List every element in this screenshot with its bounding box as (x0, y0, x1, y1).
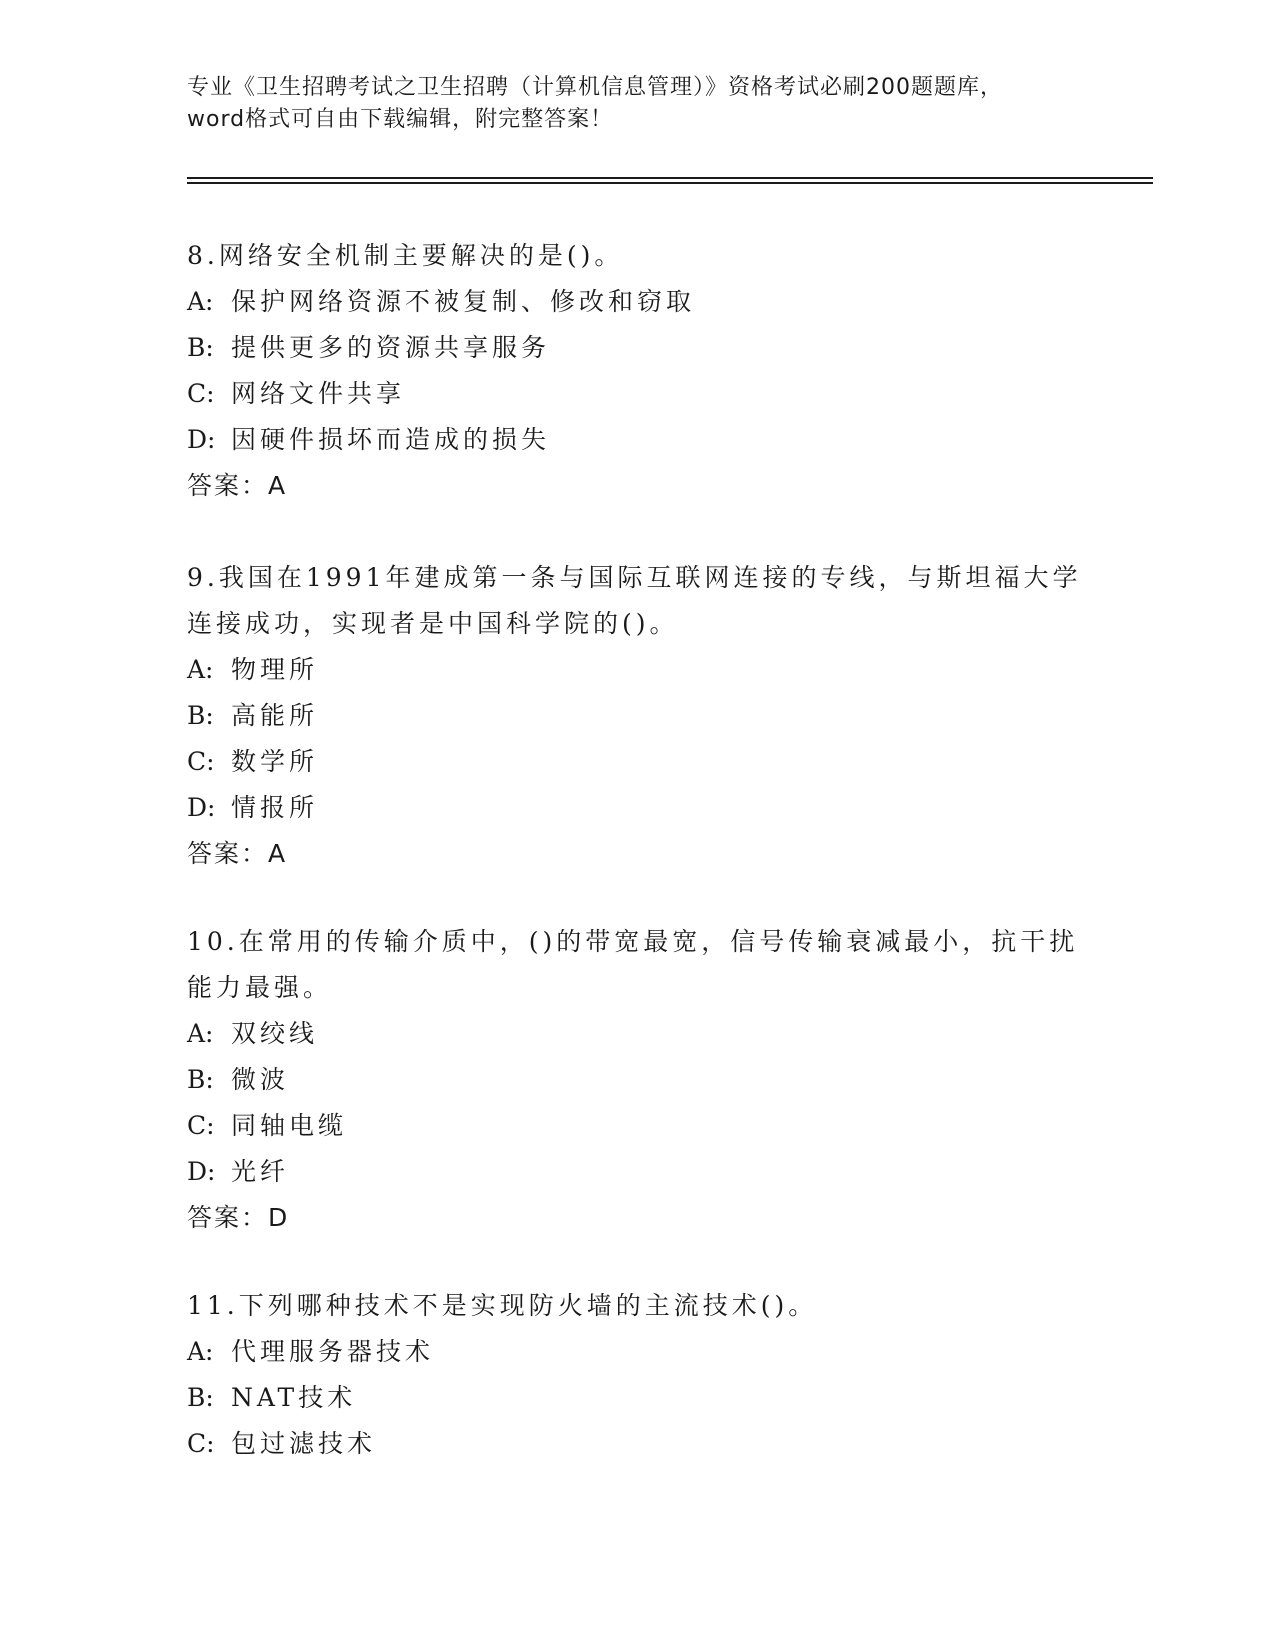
question-10 (187, 919, 1087, 1241)
question-11 (187, 1283, 1087, 1467)
option-text: 代理服务器技术 (231, 1337, 435, 1366)
question-stem-line-2: 连接成功，实现者是中国科学院的()。 (187, 609, 679, 638)
question-stem: 11.下列哪种技术不是实现防火墙的主流技术()。 (187, 1291, 818, 1320)
option-text: 光纤 (231, 1157, 290, 1186)
option-letter: C: (187, 747, 215, 776)
option-text: 数学所 (231, 747, 319, 776)
option-d (187, 785, 1087, 831)
question-stem: 8.网络安全机制主要解决的是()。 (187, 241, 624, 270)
question-9 (187, 555, 1087, 877)
option-letter: C: (187, 1111, 215, 1140)
option-text: 网络文件共享 (231, 379, 406, 408)
option-letter: C: (187, 1429, 215, 1458)
option-b (187, 325, 1087, 371)
option-text: 高能所 (231, 701, 319, 730)
header-rule-bottom (187, 182, 1153, 184)
header-rule-top (187, 177, 1153, 179)
option-letter: A: (187, 1337, 214, 1366)
option-text: 双绞线 (231, 1019, 319, 1048)
option-text: NAT技术 (231, 1383, 357, 1412)
option-letter: A: (187, 1019, 214, 1048)
option-text: 物理所 (231, 655, 319, 684)
answer-line: 答案：A (187, 471, 288, 500)
option-text: 保护网络资源不被复制、修改和窃取 (231, 287, 696, 316)
option-letter: A: (187, 287, 214, 316)
option-d (187, 1149, 1087, 1195)
option-letter: B: (187, 701, 214, 730)
header-line-1: 专业《卫生招聘考试之卫生招聘（计算机信息管理）》资格考试必刷200题题库， (187, 75, 1003, 100)
option-text: 情报所 (231, 793, 319, 822)
answer-line: 答案：A (187, 839, 288, 868)
option-text: 提供更多的资源共享服务 (231, 333, 551, 362)
question-stem-line-1: 9.我国在1991年建成第一条与国际互联网连接的专线，与斯坦福大学 (187, 563, 1082, 592)
option-text: 同轴电缆 (231, 1111, 348, 1140)
document-header (187, 72, 1077, 136)
option-a (187, 1011, 1087, 1057)
option-letter: A: (187, 655, 214, 684)
option-a (187, 279, 1087, 325)
option-text: 包过滤技术 (231, 1429, 377, 1458)
option-c (187, 1103, 1087, 1149)
option-letter: B: (187, 1383, 214, 1412)
option-letter: C: (187, 379, 215, 408)
option-letter: B: (187, 333, 214, 362)
question-8 (187, 233, 1087, 509)
option-b (187, 1375, 1087, 1421)
option-b (187, 693, 1087, 739)
option-c (187, 739, 1087, 785)
option-letter: D: (187, 1157, 216, 1186)
option-text: 因硬件损坏而造成的损失 (231, 425, 551, 454)
option-a (187, 1329, 1087, 1375)
header-line-2: word格式可自由下载编辑，附完整答案！ (187, 107, 614, 132)
option-a (187, 647, 1087, 693)
option-c (187, 1421, 1087, 1467)
question-stem-line-1: 10.在常用的传输介质中，()的带宽最宽，信号传输衰减最小，抗干扰 (187, 927, 1079, 956)
option-letter: B: (187, 1065, 214, 1094)
answer-line: 答案：D (187, 1203, 290, 1232)
option-text: 微波 (231, 1065, 290, 1094)
option-letter: D: (187, 425, 216, 454)
question-stem-line-2: 能力最强。 (187, 973, 333, 1002)
option-d (187, 417, 1087, 463)
option-b (187, 1057, 1087, 1103)
option-c (187, 371, 1087, 417)
option-letter: D: (187, 793, 216, 822)
